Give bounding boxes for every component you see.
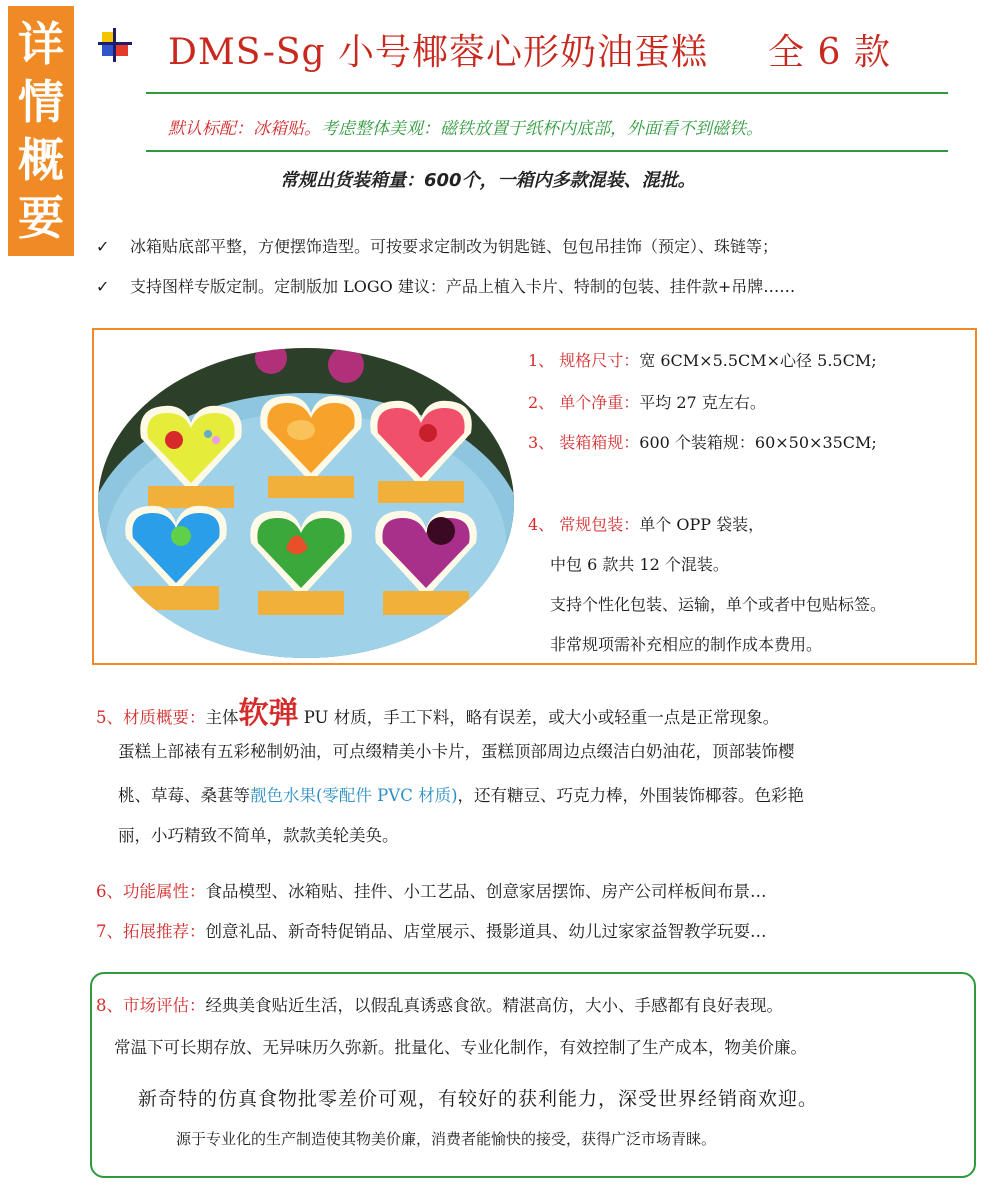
section-value: 经典美食贴近生活，以假乱真诱惑食欲。精湛高仿，大小、手感都有良好表现。 bbox=[205, 996, 783, 1015]
check-icon: ✓ bbox=[96, 277, 110, 296]
section-tab-char: 情 bbox=[18, 75, 64, 129]
feature-item bbox=[96, 234, 778, 257]
spec-value: 单个 OPP 袋装， bbox=[639, 515, 765, 534]
section-value: 食品模型、冰箱贴、挂件、小工艺品、创意家居摆饰、房产公司样板间布景… bbox=[205, 882, 767, 901]
material-text-line bbox=[118, 782, 804, 806]
check-icon: ✓ bbox=[96, 237, 110, 256]
spec-size bbox=[528, 348, 877, 371]
material-summary bbox=[96, 688, 779, 732]
heart-cake-product-photo bbox=[96, 343, 516, 663]
section-value: 创意礼品、新奇特促销品、店堂展示、摄影道具、幼儿过家家益智教学玩耍… bbox=[205, 922, 767, 941]
note-config: 默认标配：冰箱贴。 bbox=[168, 119, 321, 139]
spec-label: 3、 装箱箱规： bbox=[528, 433, 640, 452]
spec-value: 平均 27 克左右。 bbox=[639, 393, 766, 412]
slogan: 新奇特的仿真食物批零差价可观，有较好的获利能力，深受世界经销商欢迎。 bbox=[138, 1088, 819, 1110]
spec-label: 4、 常规包装： bbox=[528, 515, 640, 534]
material-text-line: 丽，小巧精致不简单，款款美轮美奂。 bbox=[118, 826, 399, 845]
page-title bbox=[168, 24, 891, 75]
brand-cross-icon bbox=[98, 28, 132, 62]
material-text-line: 蛋糕上部裱有五彩秘制奶油，可点缀精美小卡片，蛋糕顶部周边点缀洁白奶油花，顶部装饰樱 bbox=[118, 742, 795, 761]
divider bbox=[146, 150, 948, 152]
feature-item bbox=[96, 274, 795, 297]
spec-packaging-line: 中包 6 款共 12 个混装。 bbox=[550, 555, 729, 574]
highlight-text: 软弹 bbox=[238, 696, 299, 731]
feature-text: 支持图样专版定制。定制版加 LOGO 建议：产品上植入卡片、特制的包装、挂件款+吊牌…… bbox=[130, 277, 796, 296]
default-config-note bbox=[168, 114, 763, 139]
spec-weight bbox=[528, 390, 766, 413]
material-text: ，还有糖豆、巧克力棒，外围装饰椰蓉。色彩艳 bbox=[457, 786, 805, 805]
material-text: 主体 bbox=[205, 708, 239, 727]
spec-value: 宽 6CM×5.5CM×心径 5.5CM; bbox=[639, 351, 877, 370]
section-tab-char: 详 bbox=[18, 17, 64, 71]
divider bbox=[146, 92, 948, 94]
market-text-line: 常温下可长期存放、无异味历久弥新。批量化、专业化制作，有效控制了生产成本，物美价廉。 bbox=[114, 1038, 807, 1057]
feature-text: 冰箱贴底部平整，方便摆饰造型。可按要求定制改为钥匙链、包包吊挂饰（预定）、珠链等； bbox=[130, 237, 779, 256]
spec-packaging bbox=[528, 512, 764, 535]
slogan-sub: 源于专业化的生产制造使其物美价廉，消费者能愉快的接受，获得广泛市场青睐。 bbox=[176, 1130, 717, 1148]
section-label: 6、功能属性： bbox=[96, 882, 206, 901]
section-label: 8、市场评估： bbox=[96, 996, 206, 1015]
section-tab-char: 要 bbox=[18, 191, 64, 245]
extension-recommend bbox=[96, 918, 767, 942]
spec-carton bbox=[528, 430, 877, 453]
section-tab bbox=[8, 6, 74, 256]
section-tab-char: 概 bbox=[18, 133, 64, 187]
variant-count: 全 6 款 bbox=[768, 32, 891, 73]
market-assessment bbox=[96, 992, 783, 1016]
section-label: 5、材质概要： bbox=[96, 708, 206, 727]
material-text: PU 材质，手工下料，略有误差，或大小或轻重一点是正常现象。 bbox=[298, 708, 780, 727]
product-name: DMS-Sg 小号椰蓉心形奶油蛋糕 bbox=[168, 32, 709, 73]
spec-value: 600 个装箱规：60×50×35CM; bbox=[639, 433, 877, 452]
section-label: 7、拓展推荐： bbox=[96, 922, 206, 941]
spec-label: 2、 单个净重： bbox=[528, 393, 640, 412]
material-text: 桃、草莓、桑葚等 bbox=[118, 786, 250, 805]
spec-packaging-line: 支持个性化包装、运输，单个或者中包贴标签。 bbox=[550, 595, 887, 614]
highlight-text: 靓色水果(零配件 PVC 材质) bbox=[250, 786, 458, 805]
shipping-info: 常规出货装箱量：600个，一箱内多款混装、混批。 bbox=[280, 170, 696, 191]
spec-packaging-line: 非常规项需补充相应的制作成本费用。 bbox=[550, 635, 823, 654]
note-magnet: 考虑整体美观：磁铁放置于纸杯内底部，外面看不到磁铁。 bbox=[321, 119, 763, 139]
spec-label: 1、 规格尺寸： bbox=[528, 351, 640, 370]
function-attributes bbox=[96, 878, 767, 902]
